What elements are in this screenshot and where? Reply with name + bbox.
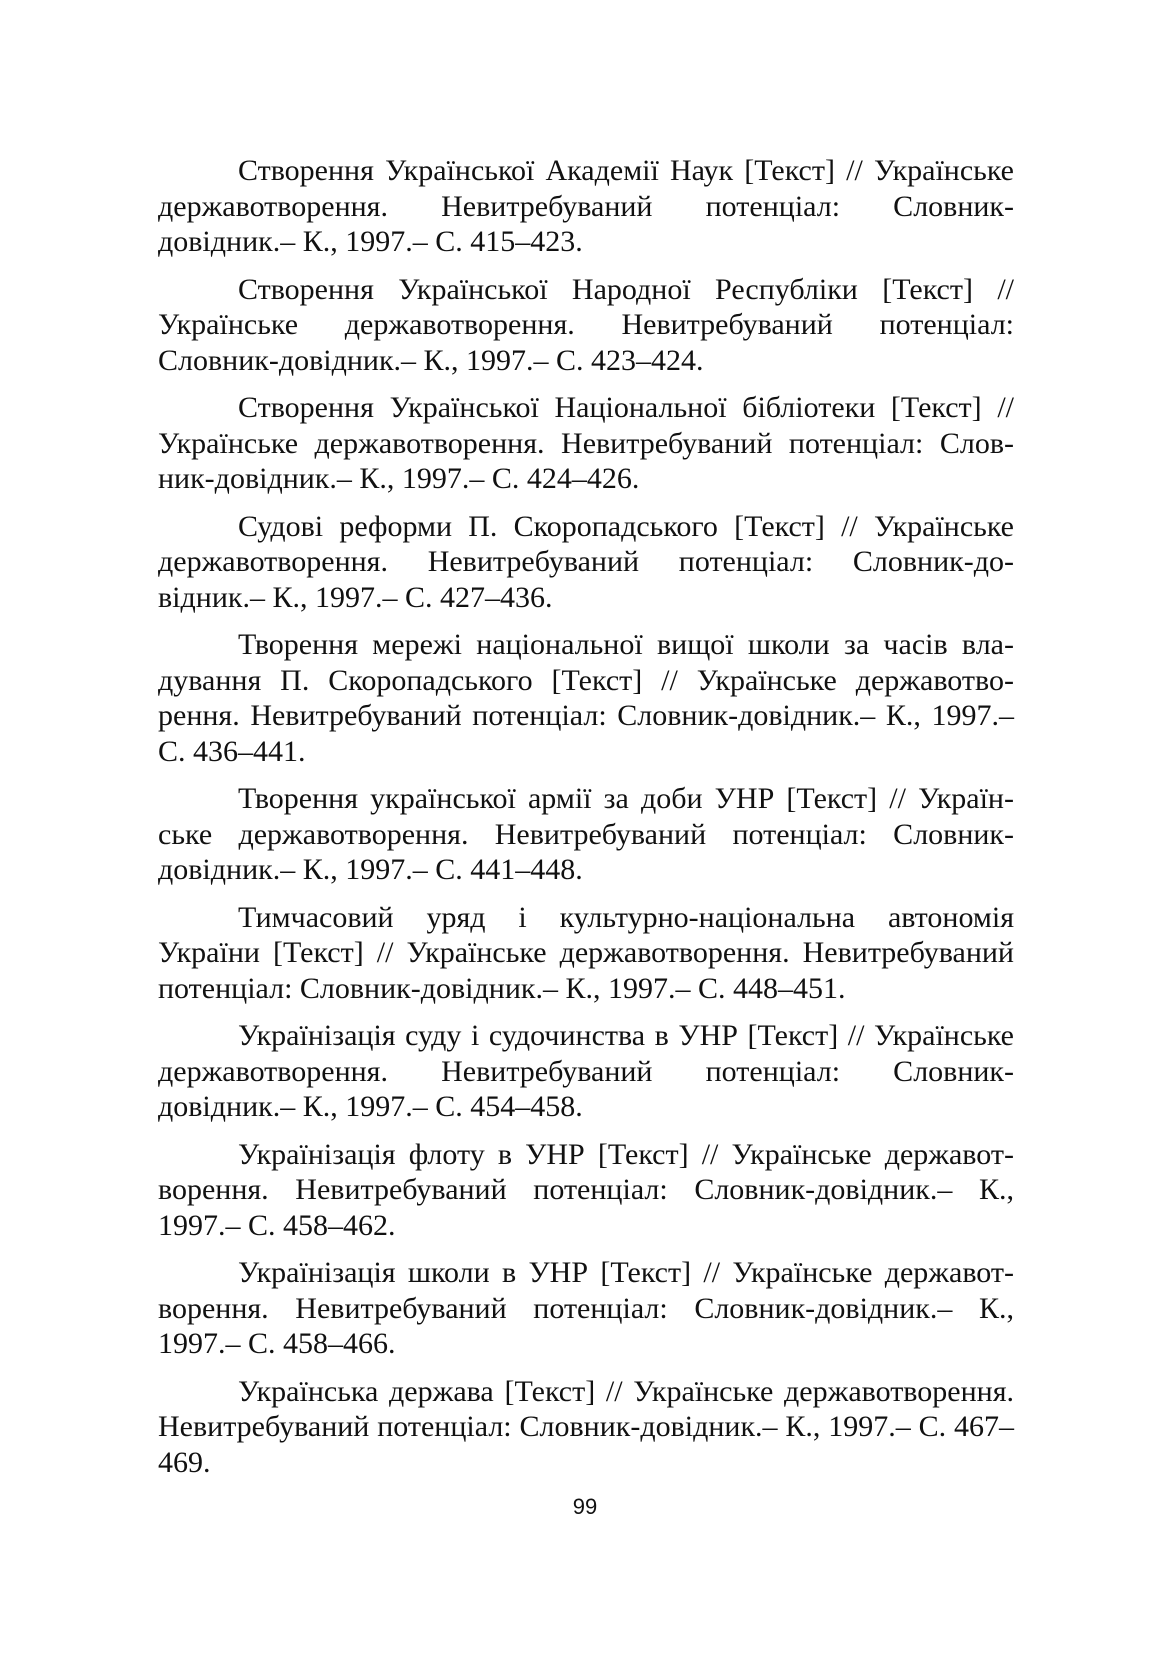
bibliography-entry: Судові реформи П. Скоропадського [Текст] // Українське державотворення. Невитребуваний потенціал: Словник-довідник.– К., 1997.– С. 427–436.	[158, 509, 1014, 614]
bibliography-entry: Українізація флоту в УНР [Текст] // Українське державотворення. Невитребуваний потенціал: Словник-довідник.– К., 1997.– С. 458–462.	[158, 1137, 1014, 1242]
bibliography-entry: Українізація суду і судочинства в УНР [Текст] // Українське державотворення. Невитребуваний потенціал: Словник-довідник.– К., 1997.– С. 454–458.	[158, 1019, 1014, 1123]
bibliography-list	[158, 153, 1014, 1492]
page-number: 99	[572, 1494, 598, 1519]
bibliography-entry: Створення Української Народної Республіки [Текст] // Українське державотворення. Невитребуваний потенціал: Словник-довідник.– К., 1997.– С. 423–424.	[158, 272, 1014, 377]
bibliography-entry: Творення української армії за доби УНР [Текст] // Українське державотворення. Невитребуваний потенціал: Словник-довідник.– К., 1997.– С. 441–448.	[158, 782, 1014, 886]
bibliography-entry: Творення мережі національної вищої школи за часів владування П. Скоропадського [Текст] // Українське державотворення. Невитребуваний потенціал: Словник-довідник.– К., 1997.– С. 436–441.	[158, 628, 1014, 768]
bibliography-entry: Створення Української Національної бібліотеки [Текст] // Українське державотворення. Невитребуваний потенціал: Словник-довідник.– К., 1997.– С. 424–426.	[158, 391, 1014, 495]
bibliography-entry: Створення Української Академії Наук [Текст] // Українське державотворення. Невитребуваний потенціал: Словник-довідник.– К., 1997.– С. 415–423.	[158, 154, 1014, 258]
bibliography-entry: Тимчасовий уряд і культурно-національна автономія України [Текст] // Українське державотворення. Невитребуваний потенціал: Словник-довідник.– К., 1997.– С. 448–451.	[158, 900, 1014, 1005]
bibliography-entry: Українізація школи в УНР [Текст] // Українське державотворення. Невитребуваний потенціал: Словник-довідник.– К., 1997.– С. 458–466.	[158, 1256, 1014, 1360]
bibliography-entry: Українська держава [Текст] // Українське державотворення. Невитребуваний потенціал: Словник-довідник.– К., 1997.– С. 467–469.	[158, 1374, 1014, 1479]
